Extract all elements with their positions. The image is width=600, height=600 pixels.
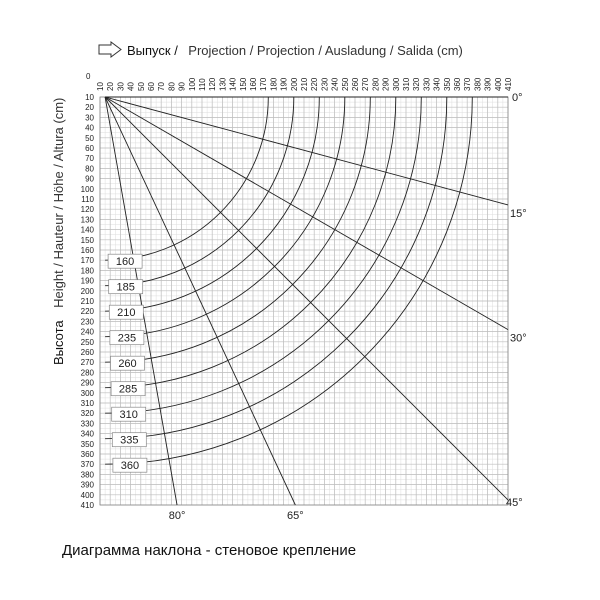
y-axis-title: [50, 98, 67, 365]
y-tick-label: 290: [80, 378, 94, 388]
x-tick-label: 310: [402, 77, 411, 91]
x-tick-label: 150: [238, 77, 248, 91]
x-tick-label: 190: [279, 77, 289, 91]
angle-label: 80°: [168, 510, 186, 522]
y-tick-labels: [81, 93, 95, 510]
arc-label: 210: [117, 307, 136, 320]
y-tick-label: 400: [80, 490, 94, 500]
y-tick-label: 310: [80, 399, 94, 408]
y-tick-label: 120: [80, 205, 94, 215]
x-tick-label: 260: [351, 77, 360, 91]
x-tick-label: 180: [269, 77, 279, 91]
x-tick-label: 100: [187, 77, 197, 91]
arc-labels: [108, 254, 147, 472]
x-tick-label: 330: [422, 77, 432, 91]
y-tick-label: 170: [80, 256, 94, 266]
y-tick-label: 10: [85, 93, 94, 102]
x-tick-label: 320: [412, 77, 422, 91]
y-tick-label: 280: [80, 368, 94, 378]
x-axis-title-strong: Выпуск /: [127, 43, 178, 58]
x-tick-label: 110: [198, 78, 207, 91]
x-tick-label: 10: [96, 82, 105, 91]
y-tick-label: 330: [80, 419, 94, 429]
arc-label: 285: [118, 383, 138, 396]
x-tick-label: 170: [259, 77, 269, 91]
angle-label: 65°: [287, 510, 304, 522]
x-axis-title: [127, 42, 463, 59]
x-tick-label: 80: [167, 82, 177, 91]
x-tick-label: 300: [391, 77, 401, 91]
x-tick-label: 360: [453, 77, 462, 91]
y-axis-title-rest: Height / Hauteur / Höhe / Altura (cm): [51, 97, 66, 308]
x-tick-label: 210: [300, 77, 309, 91]
x-tick-label: 250: [340, 77, 350, 91]
origin-label: 0: [86, 72, 91, 81]
x-tick-label: 410: [504, 77, 513, 91]
y-tick-label: 410: [80, 501, 94, 510]
arc-label: 335: [120, 434, 139, 447]
y-tick-label: 140: [80, 225, 94, 235]
x-tick-label: 30: [116, 82, 126, 91]
y-tick-label: 150: [80, 235, 94, 245]
y-tick-label: 40: [85, 123, 94, 133]
y-tick-label: 70: [85, 154, 94, 164]
x-tick-label: 380: [473, 77, 483, 91]
y-tick-label: 240: [80, 327, 94, 337]
x-tick-label: 340: [432, 77, 442, 91]
y-tick-label: 50: [85, 133, 94, 143]
x-tick-label: 60: [147, 82, 156, 91]
x-tick-label: 290: [381, 77, 391, 91]
x-tick-label: 130: [218, 77, 228, 91]
x-tick-label: 370: [463, 77, 473, 91]
x-axis-title-rest: Projection / Projection / Ausladung / Salida (cm): [188, 43, 463, 58]
arc-label: 160: [115, 256, 135, 269]
arc-label: 360: [120, 460, 140, 473]
arc-label: 310: [119, 409, 138, 422]
x-tick-label: 230: [320, 77, 330, 91]
y-tick-label: 80: [85, 164, 94, 174]
x-tick-label: 390: [483, 77, 493, 91]
y-tick-label: 260: [80, 348, 94, 357]
x-tick-label: 240: [330, 77, 340, 91]
y-tick-label: 350: [80, 439, 94, 449]
y-tick-label: 200: [80, 286, 94, 296]
x-tick-label: 160: [249, 77, 258, 91]
arc-label: 235: [117, 332, 137, 345]
arc-label: 260: [118, 358, 137, 371]
x-tick-label: 220: [310, 77, 320, 91]
x-tick-label: 350: [442, 77, 452, 91]
diagram-caption: Диаграмма наклона - стеновое крепление: [62, 542, 357, 559]
y-tick-label: 210: [80, 297, 94, 306]
x-tick-label: 50: [136, 82, 146, 91]
y-tick-label: 110: [81, 195, 94, 204]
y-axis-title-strong: Высота: [51, 320, 66, 365]
x-tick-label: 40: [126, 82, 136, 91]
y-tick-label: 320: [80, 409, 94, 419]
y-tick-label: 380: [80, 470, 94, 480]
angle-label: 30°: [510, 332, 527, 345]
y-tick-label: 100: [80, 184, 94, 194]
y-tick-label: 130: [80, 215, 94, 225]
y-tick-label: 60: [85, 144, 94, 153]
x-tick-label: 280: [371, 77, 381, 91]
x-tick-label: 400: [493, 77, 503, 91]
y-tick-label: 370: [80, 460, 94, 470]
grid: [100, 97, 508, 505]
x-tick-label: 70: [157, 82, 167, 91]
y-tick-label: 90: [85, 174, 94, 184]
y-tick-label: 30: [85, 113, 94, 123]
y-tick-label: 360: [80, 450, 94, 459]
arc-label: 185: [116, 281, 135, 294]
x-tick-label: 140: [228, 77, 238, 91]
arrow-right-icon: [99, 42, 121, 57]
angle-line: [105, 97, 508, 330]
x-tick-label: 120: [208, 77, 218, 91]
x-tick-label: 270: [361, 77, 371, 91]
y-tick-label: 230: [80, 317, 94, 327]
y-tick-label: 190: [80, 276, 94, 286]
angle-label: 15°: [510, 207, 527, 220]
y-tick-label: 270: [80, 358, 94, 368]
y-tick-label: 220: [80, 307, 94, 317]
y-tick-label: 160: [80, 246, 94, 255]
angle-label: 45°: [506, 496, 523, 509]
x-tick-labels: [96, 77, 513, 91]
y-tick-label: 250: [80, 337, 94, 347]
y-tick-label: 180: [80, 266, 94, 276]
x-tick-label: 200: [289, 77, 299, 91]
y-tick-label: 340: [80, 429, 94, 439]
y-tick-label: 300: [80, 388, 94, 398]
y-tick-label: 390: [80, 480, 94, 490]
x-tick-label: 90: [177, 82, 187, 91]
angle-label: 0°: [512, 92, 523, 104]
y-tick-label: 20: [85, 103, 94, 113]
x-tick-label: 20: [106, 82, 116, 91]
